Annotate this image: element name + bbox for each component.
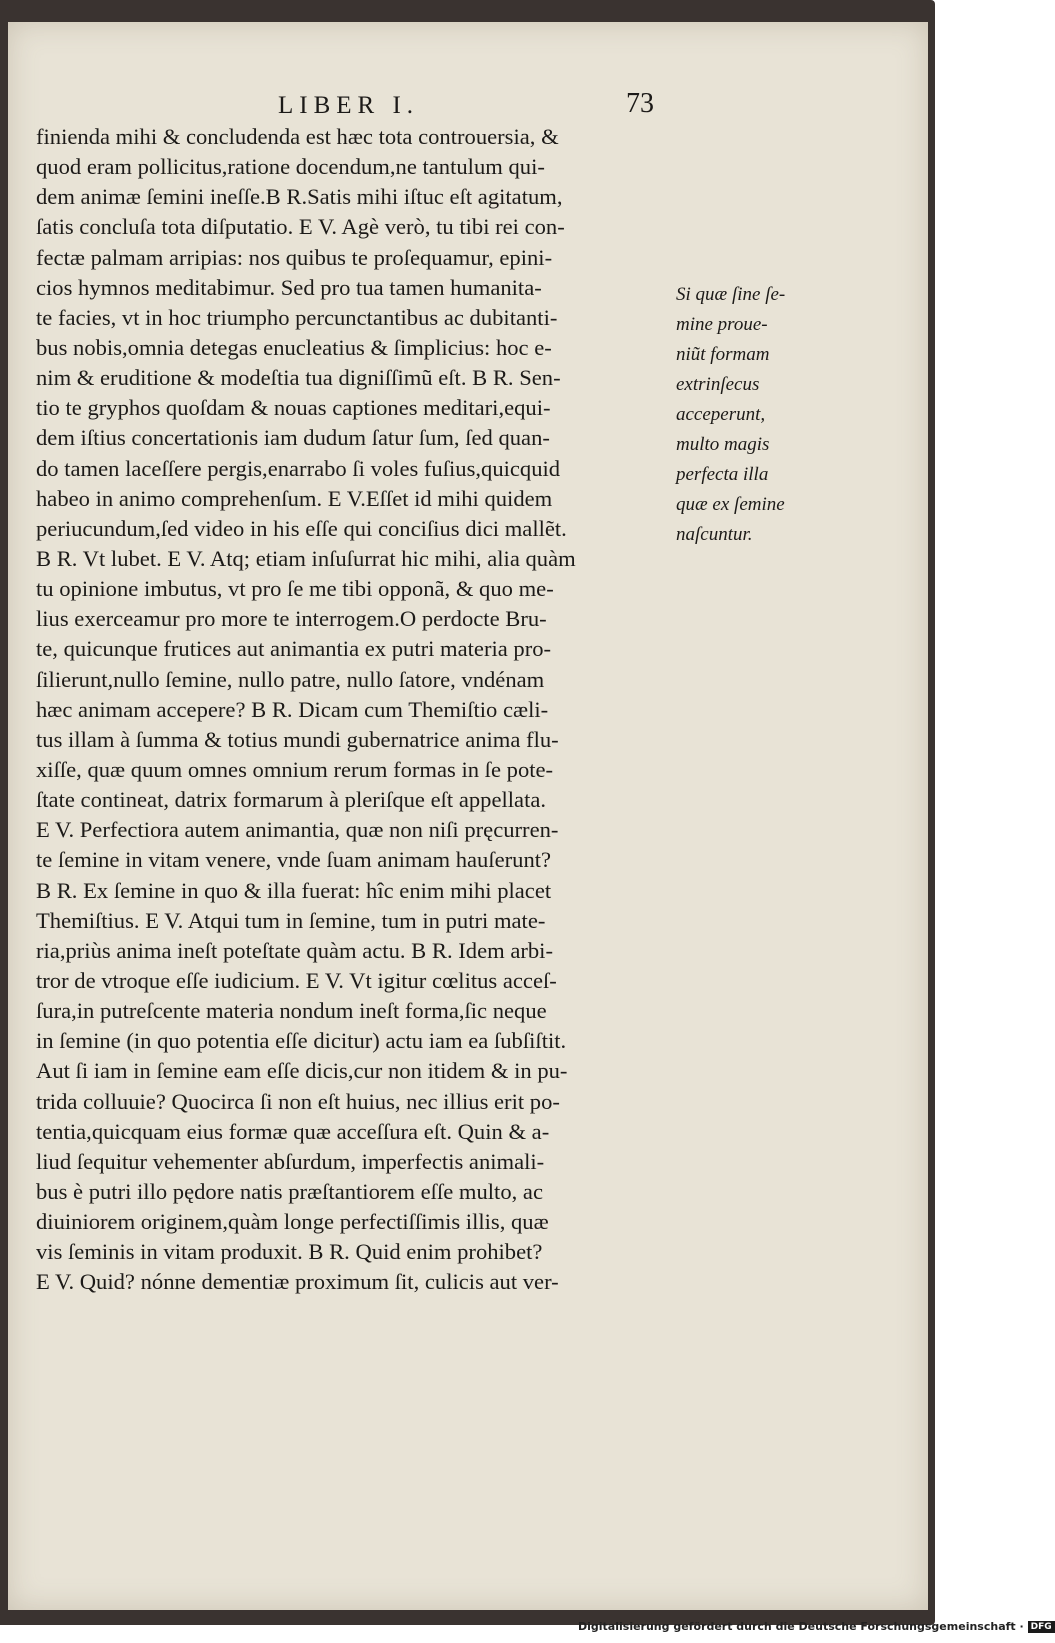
text-line: vis ſeminis in vitam produxit. B R. Quid enim prohibet? (36, 1239, 543, 1265)
text-line: E V. Quid? nónne dementiæ proximum ſit, culicis aut ver- (36, 1269, 559, 1295)
text-line: dem animæ ſemini ineſſe.B R.Satis mihi iſtuc eſt agitatum, (36, 184, 563, 210)
text-line: lius exerceamur pro more te interrogem.O perdocte Bru- (36, 606, 547, 632)
digitization-footer (578, 1620, 1055, 1638)
text-line: xiſſe, quæ quum omnes omnium rerum formas in ſe pote- (36, 756, 554, 782)
text-line: trida colluuie? Quocirca ſi non eſt huius, nec illius erit po- (36, 1088, 560, 1114)
text-line: tus illam à ſumma & totius mundi gubernatrice anima flu- (36, 726, 559, 752)
text-line: ria,priùs anima ineſt poteſtate quàm actu. B R. Idem arbi- (36, 937, 553, 963)
sidenote-line: multo magis (676, 434, 770, 455)
dfg-logo: DFG (1028, 1621, 1055, 1633)
text-line: liud ſequitur vehementer abſurdum, imperfectis animali- (36, 1148, 545, 1174)
text-line: habeo in animo comprehenſum. E V.Eſſet id mihi quidem (36, 485, 553, 511)
text-line: bus nobis,omnia detegas enucleatius & ſimplicius: hoc e- (36, 334, 552, 360)
text-line: tio te gryphos quoſdam & nouas captiones meditari,equi- (36, 395, 551, 421)
text-line: fectæ palmam arripias: nos quibus te proſequamur, epini- (36, 244, 553, 270)
sidenote-line: niũt formam (676, 344, 770, 365)
running-head-title: LIBER I. (278, 92, 420, 119)
sidenote-line: perfecta illa (676, 464, 769, 485)
text-line: te facies, vt in hoc triumpho percunctantibus ac dubitanti- (36, 304, 558, 330)
text-line: nim & eruditione & modeſtia tua digniſſimũ eſt. B R. Sen- (36, 365, 561, 391)
text-line: Aut ſi iam in ſemine eam eſſe dicis,cur non itidem & in pu- (36, 1058, 568, 1084)
text-line: E V. Perfectiora autem animantia, quæ non niſi pręcurren- (36, 817, 559, 843)
marginal-note (676, 280, 821, 550)
text-line: tentia,quicquam eius formæ quæ acceſſura eſt. Quin & a- (36, 1118, 550, 1144)
sidenote-line: acceperunt, (676, 404, 766, 425)
footer-credit: Digitalisierung gefördert durch die Deutsche Forschungsgemeinschaft · (578, 1620, 1024, 1633)
text-line: ſtate contineat, datrix formarum à pleriſque eſt appellata. (36, 787, 547, 813)
text-line: B R. Ex ſemine in quo & illa fuerat: hîc enim mihi placet (36, 877, 552, 903)
text-line: tror de vtroque eſſe iudicium. E V. Vt igitur cœlitus acceſ- (36, 967, 557, 993)
text-line: tu opinione imbutus, vt pro ſe me tibi opponã, & quo me- (36, 576, 554, 602)
text-line: ſatis concluſa tota diſputatio. E V. Agè verò, tu tibi rei con- (36, 214, 565, 240)
text-line: bus è putri illo pędore natis præſtantiorem eſſe multo, ac (36, 1178, 543, 1204)
text-line: do tamen laceſſere pergis,enarrabo ſi voles fuſius,quicquid (36, 455, 561, 481)
sidenote-line: extrinſecus (676, 374, 760, 395)
text-line: diuiniorem originem,quàm longe perfectiſſimis illis, quæ (36, 1209, 549, 1235)
page-number: 73 (626, 88, 654, 119)
text-line: Themiſtius. E V. Atqui tum in ſemine, tum in putri mate- (36, 907, 546, 933)
text-line: cios hymnos meditabimur. Sed pro tua tamen humanita- (36, 274, 542, 300)
text-line: quod eram pollicitus,ratione docendum,ne tantulum qui- (36, 154, 545, 180)
sidenote-line: naſcuntur. (676, 524, 753, 545)
text-line: finienda mihi & concludenda est hæc tota controuersia, & (36, 124, 559, 149)
sidenote-line: Si quæ ſine ſe- (676, 284, 786, 305)
text-line: ſura,in putreſcente materia nondum ineſt forma,ſic neque (36, 998, 547, 1024)
body-text (36, 122, 666, 1297)
text-line: in ſemine (in quo potentia eſſe dicitur) actu iam ea ſubſiſtit. (36, 1028, 567, 1054)
sidenote-line: mine proue- (676, 314, 768, 335)
text-line: te, quicunque frutices aut animantia ex putri materia pro- (36, 636, 552, 662)
text-line: periucundum,ſed video in his eſſe qui conciſius dici mallẽt. (36, 515, 567, 541)
text-line: dem iſtius concertationis iam dudum ſatur ſum, ſed quan- (36, 425, 550, 451)
text-line: B R. Vt lubet. E V. Atq; etiam inſuſurrat hic mihi, alia quàm (36, 545, 576, 571)
text-line: ſilierunt,nullo ſemine, nullo patre, nullo ſatore, vndénam (36, 666, 545, 692)
sidenote-line: quæ ex ſemine (676, 494, 785, 515)
text-line: hæc animam accepere? B R. Dicam cum Themiſtio cæli- (36, 696, 549, 722)
book-page (8, 22, 928, 1610)
text-line: te ſemine in vitam venere, vnde ſuam animam hauſerunt? (36, 847, 552, 873)
